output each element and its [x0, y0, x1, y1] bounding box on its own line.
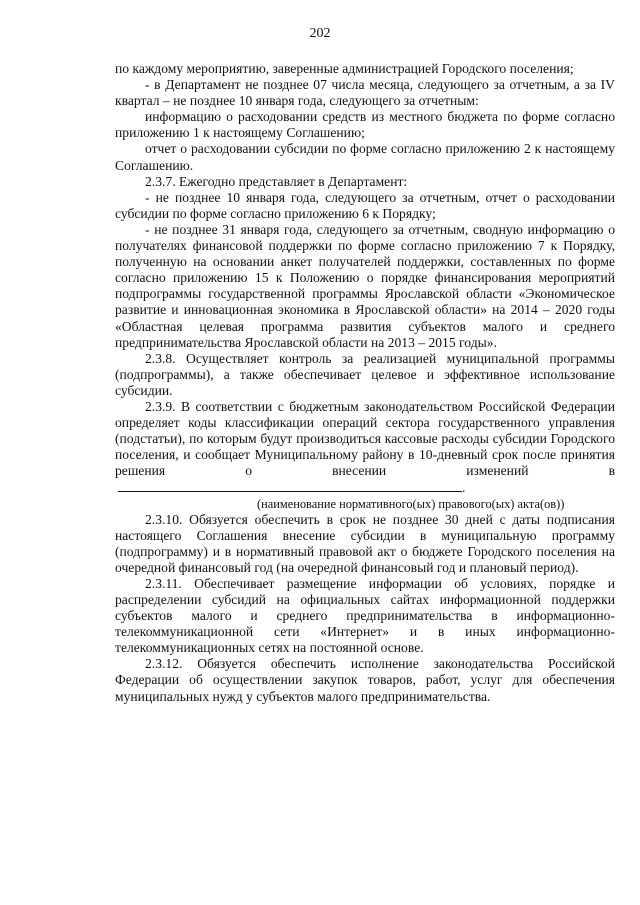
- act-name-caption: (наименование нормативного(ых) правового(ых) акта(ов)): [257, 496, 565, 511]
- paragraph-2-3-9: [115, 399, 615, 497]
- paragraph-subsidy-report: отчет о расходовании субсидии по форме согласно приложению 2 к настоящему Соглашению.: [115, 141, 615, 173]
- paragraph-2-3-8: 2.3.8. Осуществляет контроль за реализацией муниципальной программы (подпрограммы), а также обеспечивает целевое и эффективное использование субсидии.: [115, 350, 615, 398]
- paragraph-department-monthly: - в Департамент не позднее 07 числа месяца, следующего за отчетным, а за IV квартал – не позднее 10 января года, следующего за отчетным:: [115, 77, 615, 109]
- paragraph-local-budget-info: информацию о расходовании средств из местного бюджета по форме согласно приложению 1 к настоящему Соглашению;: [115, 109, 615, 141]
- paragraph-jan-31-report: - не позднее 31 января года, следующего за отчетным, сводную информацию о получателях финансовой поддержки по форме согласно приложению 7 к Порядку, полученную на основании анкет получателей поддержки, составленных по форме согласно приложению 15 к Положению о порядке финансирования мероприятий подпрограммы государственной программы Ярославской области «Экономическое развитие и инновационная экономика в Ярославской области» на 2014 – 2020 годы «Областная целевая программа развития субъектов малого и среднего предпринимательства Ярославской области на 2013 – 2015 годы».: [115, 221, 615, 350]
- paragraph-2-3-11: 2.3.11. Обеспечивает размещение информации об условиях, порядке и распределении субсидий на официальных сайтах информационной поддержки субъектов малого и среднего предпринимательства в информационно-телекоммуникационной сети «Интернет» и в иных информационно-телекоммуникационных сетях на постоянной основе.: [115, 575, 615, 656]
- paragraph-2-3-7: 2.3.7. Ежегодно представляет в Департамент:: [145, 173, 408, 189]
- document-body: [115, 61, 615, 705]
- paragraph-2-3-10: 2.3.10. Обязуется обеспечить в срок не позднее 30 дней с даты подписания настоящего Соглашения внесение субсидии в муниципальную программу (подпрограмму) и в нормативный правовой акт о бюджете Городского поселения на очередной финансовый год (на очередной финансовый год и плановый период).: [115, 511, 615, 575]
- paragraph-jan-10-report: - не позднее 10 января года, следующего за отчетным, отчет о расходовании субсидии по форме согласно приложению 6 к Порядку;: [115, 189, 615, 221]
- paragraph-2-3-12: 2.3.12. Обязуется обеспечить исполнение законодательства Российской Федерации об осуществлении закупок товаров, работ, услуг для обеспечения муниципальных нужд у субъектов малого предпринимательства.: [115, 656, 615, 704]
- blank-fill-line: [118, 479, 462, 492]
- paragraph-continuation: по каждому мероприятию, заверенные администрацией Городского поселения;: [115, 61, 574, 76]
- page-number: 202: [309, 26, 331, 41]
- paragraph-2-3-9-end: .: [462, 480, 466, 496]
- paragraph-2-3-9-text: 2.3.9. В соответствии с бюджетным законодательством Российской Федерации определяет коды классификации операций сектора государственного управления (подстатьи), по которым будут производиться кассовые расходы субсидии Городского поселения, и сообщает Муниципальному району в 10-дневный срок после принятия решения о внесении изменений в: [115, 398, 615, 479]
